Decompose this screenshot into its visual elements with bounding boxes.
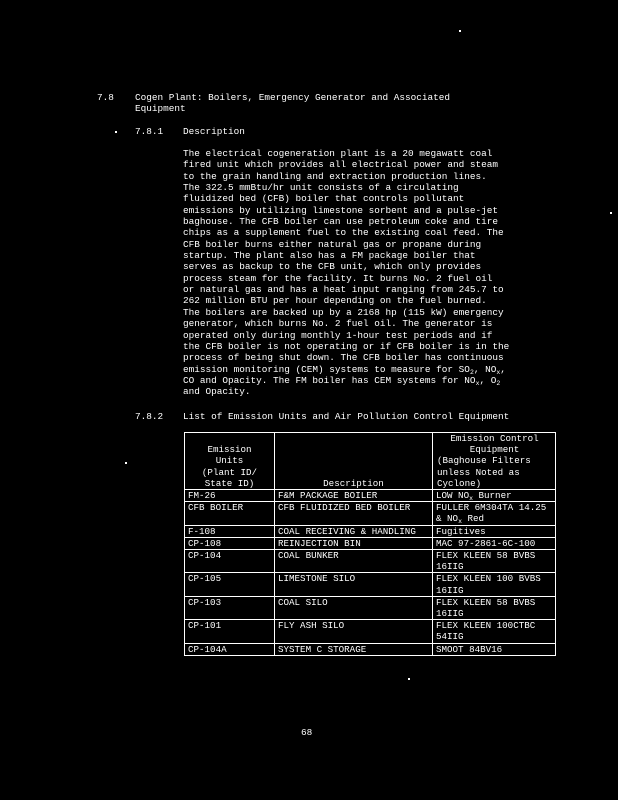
- scan-speck: [115, 131, 117, 133]
- control-text: FULLER 6M304TA 14.25 & NO: [436, 502, 547, 525]
- paragraph-line: generator, which burns No. 2 fuel oil. The generator is: [183, 318, 493, 330]
- header-line: Emission: [207, 444, 252, 456]
- section-title-line2: Equipment: [135, 103, 186, 114]
- subscript: x: [496, 368, 501, 376]
- cell-control: [433, 490, 556, 502]
- cell-description: SYSTEM C STORAGE: [275, 643, 433, 655]
- paragraph-line: baghouse. The CFB boiler can use petroleum coke and tire: [183, 216, 499, 228]
- cell-unit: F-108: [185, 525, 275, 537]
- cell-description: LIMESTONE SILO: [275, 573, 433, 596]
- header-line: Equipment: [469, 444, 520, 456]
- table-row: [185, 550, 556, 573]
- cell-description: COAL SILO: [275, 596, 433, 619]
- header-emission-units: [185, 433, 275, 490]
- header-line: State ID): [204, 477, 255, 489]
- paragraph-line: CFB boiler burns either natural gas or propane during: [183, 238, 482, 250]
- page-number: 68: [301, 727, 313, 738]
- cell-control: [433, 596, 556, 619]
- section-number: 7.8: [97, 92, 114, 103]
- control-text: FLEX KLEEN 100 BVBS 16IIG: [436, 573, 541, 596]
- header-line: Cyclone): [437, 477, 482, 489]
- paragraph-line: startup. The plant also has a FM package boiler that: [183, 250, 476, 262]
- control-text: Fugitives: [436, 525, 486, 537]
- cell-control: [433, 537, 556, 549]
- table-row: [185, 573, 556, 596]
- cell-unit: CP-104: [185, 550, 275, 573]
- subsection-title: List of Emission Units and Air Pollution Control Equipment: [183, 411, 510, 422]
- subscript: 2: [469, 368, 474, 376]
- paragraph-line: [183, 364, 555, 375]
- cell-control: [433, 643, 556, 655]
- cell-unit: CP-103: [185, 596, 275, 619]
- cell-description: FLY ASH SILO: [275, 620, 433, 643]
- paragraph-line: fluidized bed (CFB) boiler that controls pollutant: [183, 193, 465, 205]
- emission-units-table: [184, 432, 556, 656]
- table-header-row: [185, 433, 556, 490]
- header-emission-control: [433, 433, 556, 490]
- header-description: Description: [275, 433, 433, 490]
- cell-unit: CP-104A: [185, 643, 275, 655]
- subsection-title: Description: [183, 126, 245, 137]
- paragraph-line: serves as backup to the CFB unit, which only provides: [183, 261, 482, 273]
- subsection-number: 7.8.2: [135, 411, 164, 422]
- cell-description: COAL BUNKER: [275, 550, 433, 573]
- cell-description: COAL RECEIVING & HANDLING: [275, 525, 433, 537]
- cell-unit: CP-101: [185, 620, 275, 643]
- control-text: MAC 97-2861-6C-100: [436, 537, 536, 549]
- cell-description: CFB FLUIDIZED BED BOILER: [275, 502, 433, 525]
- subscript: x: [458, 518, 462, 526]
- subscript: 2: [496, 379, 501, 387]
- table-row: [185, 502, 556, 525]
- paragraph-line: process steam for the facility. It burns No. 2 fuel oil: [183, 272, 493, 284]
- scan-speck: [610, 212, 612, 214]
- control-text: LOW NO: [436, 490, 470, 502]
- control-text: Red: [461, 513, 485, 525]
- cell-control: [433, 525, 556, 537]
- paragraph-line: the CFB boiler is not operating or if CFB boiler is in the: [183, 340, 510, 352]
- paragraph-line: 262 million BTU per hour depending on the fuel burned.: [183, 295, 487, 307]
- header-line: unless Noted as: [437, 466, 520, 478]
- subscript: x: [475, 379, 480, 387]
- line-text: , O: [479, 374, 497, 386]
- paragraph-line: The electrical cogeneration plant is a 20 megawatt coal: [183, 148, 493, 159]
- cell-unit: CFB BOILER: [185, 502, 275, 525]
- paragraph-line: chips as a supplement fuel to the existing coal feed. The: [183, 227, 504, 239]
- paragraph-line: operated only during monthly 1-hour test periods and if: [183, 329, 493, 341]
- header-line: Units: [215, 455, 244, 467]
- line-text: , NO: [473, 363, 497, 375]
- paragraph-line: emissions by utilizing limestone sorbent and a pulse-jet: [183, 204, 499, 216]
- cell-control: [433, 620, 556, 643]
- paragraph-line: process of being shut down. The CFB boiler has continuous: [183, 352, 504, 364]
- header-line: (Baghouse Filters: [437, 455, 531, 467]
- paragraph-line: fired unit which provides all electrical power and steam: [183, 159, 499, 171]
- control-text: SMOOT 84BV16: [436, 643, 503, 655]
- paragraph-line: [183, 375, 555, 386]
- paragraph-line: or natural gas and has a heat input ranging from 245.7 to: [183, 284, 504, 296]
- section-title-line1: Cogen Plant: Boilers, Emergency Generator and Associated: [135, 92, 451, 103]
- line-text: CO and Opacity. The FM boiler has CEM systems for NO: [183, 374, 476, 386]
- line-text: emission monitoring (CEM) systems to measure for: [183, 363, 459, 375]
- subscript: x: [469, 495, 473, 502]
- subsection-number: 7.8.1: [135, 126, 164, 137]
- description-paragraph: [183, 148, 555, 398]
- table-row: [185, 525, 556, 537]
- header-line: Emission Control: [450, 433, 539, 444]
- line-text: ,: [500, 363, 506, 375]
- table-row: [185, 596, 556, 619]
- cell-control: [433, 502, 556, 525]
- scan-speck: [125, 462, 127, 464]
- paragraph-line: The boilers are backed up by a 2168 hp (115 kW) emergency: [183, 306, 504, 318]
- scan-speck: [408, 678, 410, 680]
- header-line: (Plant ID/: [201, 466, 258, 478]
- paragraph-line: and Opacity.: [183, 386, 251, 398]
- table-row: [185, 537, 556, 549]
- cell-description: REINJECTION BIN: [275, 537, 433, 549]
- cell-unit: FM-26: [185, 490, 275, 502]
- table-row: [185, 643, 556, 655]
- control-text: FLEX KLEEN 58 BVBS 16IIG: [436, 550, 536, 573]
- control-text: FLEX KLEEN 100CTBC 54IIG: [436, 620, 536, 643]
- table-row: [185, 490, 556, 502]
- cell-description: F&M PACKAGE BOILER: [275, 490, 433, 502]
- paragraph-line: to the grain handling and extraction production lines.: [183, 170, 487, 182]
- scan-speck: [459, 30, 461, 32]
- cell-control: [433, 550, 556, 573]
- cell-control: [433, 573, 556, 596]
- control-text: Burner: [473, 490, 512, 502]
- cell-unit: CP-108: [185, 537, 275, 549]
- paragraph-line: The 322.5 mmBtu/hr unit consists of a circulating: [183, 182, 459, 194]
- cell-unit: CP-105: [185, 573, 275, 596]
- line-text: SO: [458, 363, 470, 375]
- table-row: [185, 620, 556, 643]
- control-text: FLEX KLEEN 58 BVBS 16IIG: [436, 596, 536, 620]
